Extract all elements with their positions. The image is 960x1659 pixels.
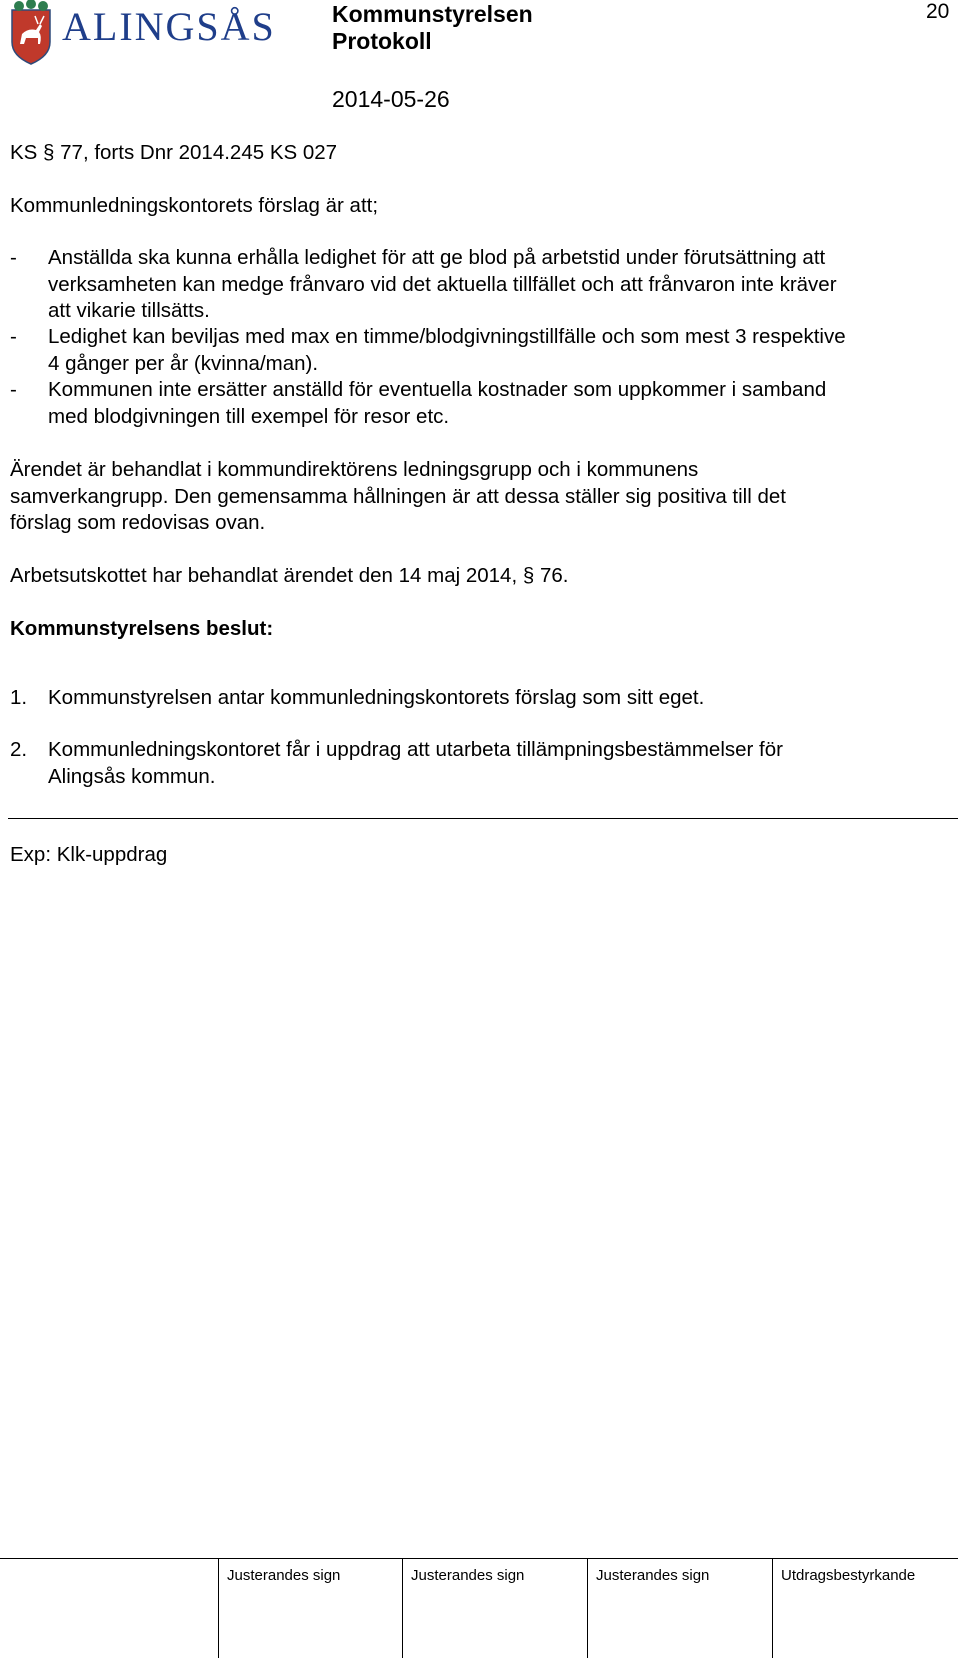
case-reference: KS § 77, forts Dnr 2014.245 KS 027 bbox=[10, 141, 338, 164]
bullet-marker: - bbox=[10, 378, 17, 401]
footer-column-divider bbox=[402, 1558, 403, 1658]
decision-text-line: Kommunledningskontoret får i uppdrag att utarbeta tillämpningsbestämmelser för bbox=[48, 738, 783, 761]
meeting-date: 2014-05-26 bbox=[332, 86, 450, 112]
decision-number: 2. bbox=[10, 738, 28, 761]
decision-number: 1. bbox=[10, 686, 28, 709]
signature-field-3: Justerandes sign bbox=[596, 1567, 710, 1584]
bullet-text-line: med blodgivningen till exempel för resor etc. bbox=[48, 404, 450, 428]
paragraph-line: samverkangrupp. Den gemensamma hållningen är att dessa ställer sig positiva till det bbox=[10, 484, 786, 508]
proposal-intro: Kommunledningskontorets förslag är att; bbox=[10, 194, 379, 217]
bullet-text-line: att vikarie tillsätts. bbox=[48, 299, 210, 322]
bullet-text-line: Ledighet kan beviljas med max en timme/blodgivningstillfälle och som mest 3 respektive bbox=[48, 325, 846, 348]
proposal-bullet bbox=[10, 324, 940, 377]
document-type: Protokoll bbox=[332, 28, 432, 54]
decision-item bbox=[10, 685, 940, 712]
signature-field-2: Justerandes sign bbox=[411, 1567, 525, 1584]
bullet-text-line: verksamheten kan medge frånvaro vid det aktuella tillfället och att frånvaron inte kräver bbox=[48, 272, 837, 296]
footer-column-divider bbox=[218, 1558, 219, 1658]
bullet-text-line: 4 gånger per år (kvinna/man). bbox=[48, 351, 319, 375]
paragraph-line: Ärendet är behandlat i kommundirektörens ledningsgrupp och i kommunens bbox=[10, 458, 699, 481]
decision-text-line: Kommunstyrelsen antar kommunledningskontorets förslag som sitt eget. bbox=[48, 686, 705, 709]
alingsas-logo bbox=[8, 0, 300, 66]
signature-field-1: Justerandes sign bbox=[227, 1567, 341, 1584]
logo-wordmark: ALINGSÅS bbox=[62, 4, 276, 49]
decision-heading: Kommunstyrelsens beslut: bbox=[10, 617, 274, 640]
expedition-note: Exp: Klk-uppdrag bbox=[10, 843, 168, 866]
certification-field: Utdragsbestyrkande bbox=[781, 1567, 916, 1584]
proposal-bullet bbox=[10, 377, 940, 430]
proposal-bullet bbox=[10, 245, 940, 325]
footer-column-divider bbox=[587, 1558, 588, 1658]
footer-divider bbox=[0, 1558, 958, 1559]
bullet-marker: - bbox=[10, 325, 17, 348]
document-title: Kommunstyrelsen bbox=[332, 1, 533, 27]
decision-item bbox=[10, 737, 940, 790]
bullet-text-line: Kommunen inte ersätter anställd för eventuella kostnader som uppkommer i samband bbox=[48, 378, 827, 401]
coat-of-arms-icon bbox=[12, 0, 50, 64]
section-divider bbox=[8, 818, 958, 819]
paragraph-line: förslag som redovisas ovan. bbox=[10, 511, 266, 534]
handling-paragraph bbox=[10, 457, 930, 537]
bullet-text-line: Anställda ska kunna erhålla ledighet för att ge blod på arbetstid under förutsättning att bbox=[48, 246, 826, 269]
decision-text-line: Alingsås kommun. bbox=[48, 764, 216, 788]
bullet-marker: - bbox=[10, 246, 17, 269]
committee-paragraph: Arbetsutskottet har behandlat ärendet den 14 maj 2014, § 76. bbox=[10, 564, 569, 587]
page-number: 20 bbox=[926, 0, 950, 23]
footer-column-divider bbox=[772, 1558, 773, 1658]
